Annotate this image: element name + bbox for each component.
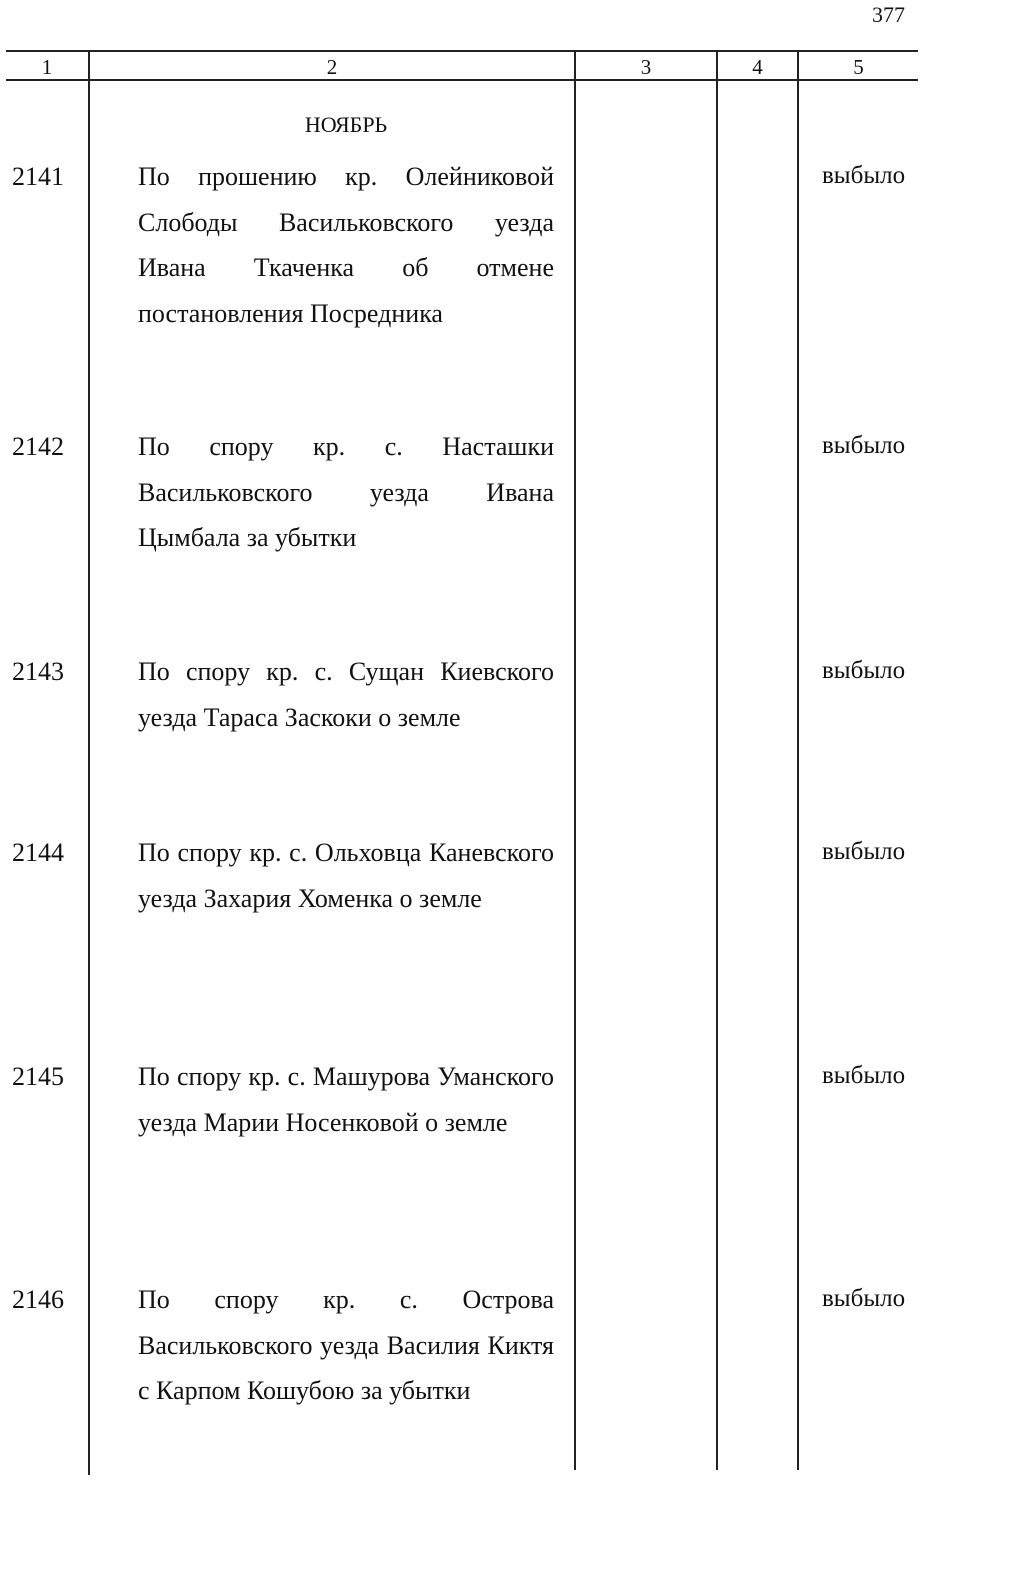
entry-status: выбыло xyxy=(822,1285,906,1312)
entry-status: выбыло xyxy=(822,657,906,684)
table-top-rule xyxy=(6,50,918,52)
entry-status: выбыло xyxy=(822,838,906,865)
column-header-4: 4 xyxy=(752,55,763,79)
entry-text: По спору кр. с. Ольховца Каневского уезда Захария Хоменка о земле xyxy=(138,838,554,913)
entry-text: По спору кр. с. Машурова Уманского уезда Марии Носенковой о земле xyxy=(138,1062,554,1137)
entry-number: 2141 xyxy=(12,162,64,191)
column-header-5: 5 xyxy=(853,55,864,79)
column-header-3: 3 xyxy=(640,55,652,79)
entry-number: 2144 xyxy=(12,838,64,867)
entry-number: 2146 xyxy=(12,1285,64,1314)
column-divider xyxy=(716,50,718,1470)
entry-status: выбыло xyxy=(822,162,906,189)
column-header-1: 1 xyxy=(41,55,53,79)
entry-status: выбыло xyxy=(822,1062,906,1089)
page-number: 377 xyxy=(872,2,905,27)
entry-number: 2142 xyxy=(12,432,64,461)
entry-number: 2143 xyxy=(12,657,64,686)
entry-text: По спору кр. с. Сущан Киевского уезда Тараса Заскоки о земле xyxy=(138,657,554,732)
entry-text: По спору кр. с. Острова Васильковского уезда Василия Киктя с Карпом Кошубою за убытки xyxy=(138,1285,554,1405)
column-divider xyxy=(88,50,90,1475)
entry-number: 2145 xyxy=(12,1062,64,1091)
month-heading: НОЯБРЬ xyxy=(304,112,388,137)
entry-text: По спору кр. с. Насташки Васильковского уезда Ивана Цымбала за убытки xyxy=(138,432,554,552)
column-divider xyxy=(574,50,576,1470)
entry-text: По прошению кр. Олейниковой Слободы Васильковского уезда Ивана Ткаченка об отмене постановления Посредника xyxy=(138,162,554,328)
entry-status: выбыло xyxy=(822,432,906,459)
column-divider xyxy=(797,50,799,1470)
column-header-2: 2 xyxy=(326,55,338,79)
